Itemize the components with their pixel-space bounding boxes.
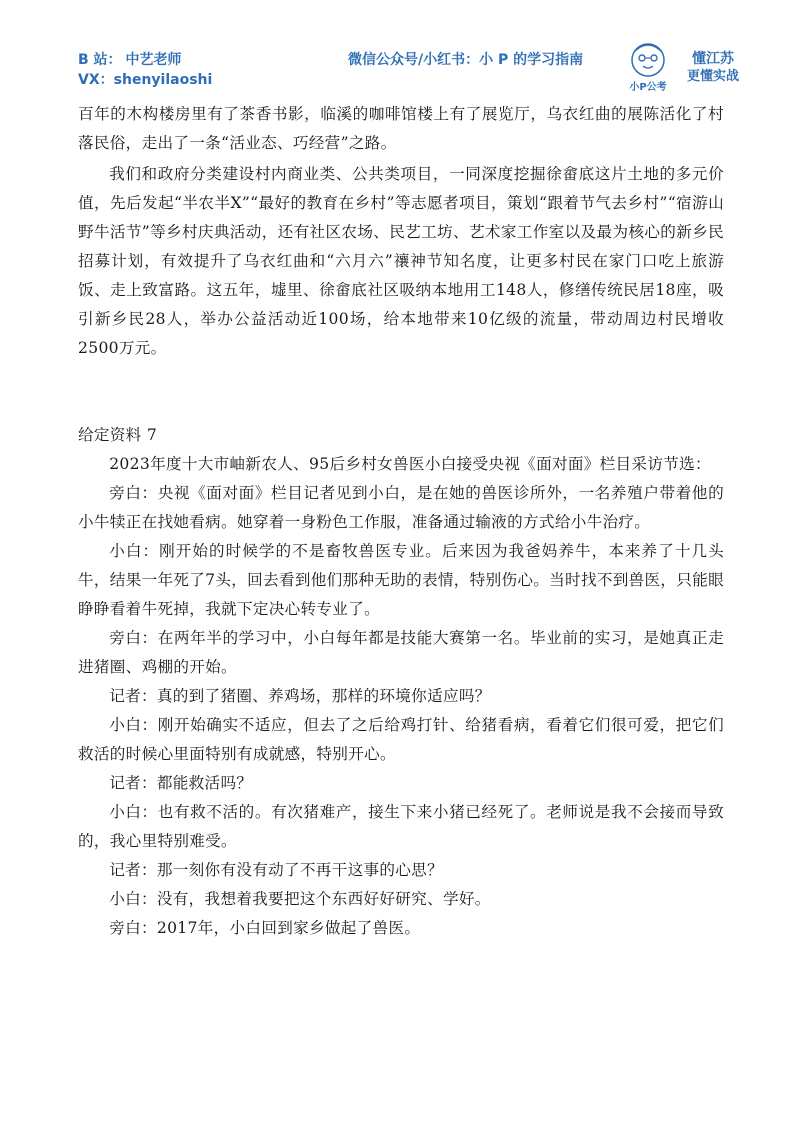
dialogue-line: 记者：那一刻你有没有动了不再干这事的心思？ [109,861,443,879]
vx-label: VX： [78,72,114,88]
dialogue-line: 小白：刚开始的时候学的不是畜牧兽医专业。后来因为我爸妈养牛，本来养了十几头牛，结果一年死了7头，回去看到他们那种无助的表情，特别伤心。当时找不到兽医，只能眼睁睁看着牛死掉，我就下定决心转专业了。 [78,542,724,618]
dialogue-line: 旁白：2017年，小白回到家乡做起了兽医。 [109,919,421,937]
paragraph-continued: 百年的木构楼房里有了茶香书影，临溪的咖啡馆楼上有了展览厅，乌衣红曲的展陈活化了村落民俗，走出了一条“活业态、巧经营”之路。 [78,105,724,152]
slogan-line-1: 懂江苏 [692,51,734,67]
dialogue-line: 旁白：央视《面对面》栏目记者见到小白，是在她的兽医诊所外，一名养殖户带着他的小牛犊正在找她看病。她穿着一身粉色工作服，准备通过输液的方式给小牛治疗。 [78,484,724,531]
dialogue-line: 记者：都能救活吗？ [109,774,253,792]
dialogue-line: 小白：刚开始确实不适应，但去了之后给鸡打针、给猪看病，看着它们很可爱，把它们救活的时候心里面特别有成就感，特别开心。 [78,716,724,763]
vx-line [78,70,212,90]
dialogue-line: 小白：没有，我想着我要把这个东西好好研究、学好。 [109,890,491,908]
document-body [78,100,724,943]
section-title: 给定资料 7 [78,426,158,444]
vx-value: shenyilaoshi [113,72,213,88]
bilibili-value: 中艺老师 [125,52,182,68]
slogan [678,50,748,86]
paragraph-spacer [78,363,724,421]
wechat-text: 微信公众号/小红书：小 P 的学习指南 [348,52,584,68]
bilibili-label: B 站： [78,52,122,68]
paragraph-projects: 我们和政府分类建设村内商业类、公共类项目，一同深度挖掘徐畲底这片土地的多元价值，先后发起“半农半X”“最好的教育在乡村”等志愿者项目，策划“跟着节气去乡村”“宿游山野牛活节”等乡村庆典活动，还有社区农场、民艺工坊、艺术家工作室以及最为核心的新乡民招募计划，有效提升了乌衣红曲和“六月六”禳神节知名度，让更多村民在家门口吃上旅游饭、走上致富路。这五年，墟里、徐畲底社区吸纳本地用工148人，修缮传统民居18座，吸引新乡民28人，举办公益活动近100场，给本地带来10亿级的流量，带动周边村民增收2500万元。 [78,165,724,357]
slogan-line-2: 更懂实战 [686,69,739,84]
dialogue-line: 记者：真的到了猪圈、养鸡场，那样的环境你适应吗？ [109,687,491,705]
logo-caption: 小P公考 [629,82,667,93]
header-contact [78,50,212,90]
dialogue-line: 小白：也有救不活的。有次猪难产，接生下来小猪已经死了。老师说是我不会接而导致的，我心里特别难受。 [78,803,724,850]
dialogue-line: 旁白：在两年半的学习中，小白每年都是技能大赛第一名。毕业前的实习，是她真正走进猪圈、鸡棚的开始。 [78,629,724,676]
section-intro: 2023年度十大市岫新农人、95后乡村女兽医小白接受央视《面对面》栏目采访节选： [109,455,711,473]
page-header [78,50,738,100]
bilibili-line [78,50,212,70]
